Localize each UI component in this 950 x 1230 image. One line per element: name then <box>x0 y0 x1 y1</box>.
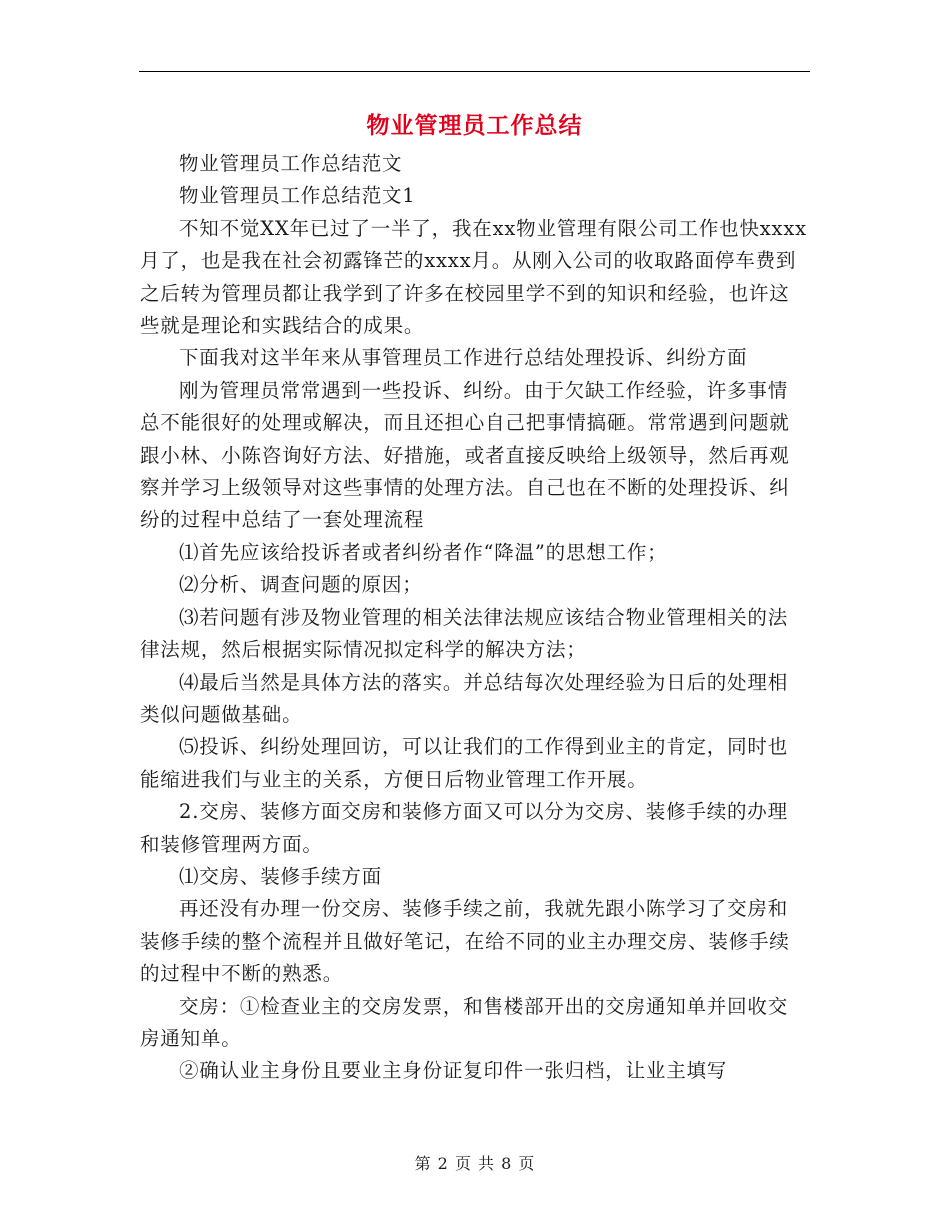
paragraph: 2.交房、装修方面交房和装修方面又可以分为交房、装修手续的办理和装修管理两方面。 <box>140 800 788 856</box>
paragraph: 物业管理员工作总结范文1 <box>179 184 416 208</box>
paragraph: 刚为管理员常常遇到一些投诉、纠纷。由于欠缺工作经验，许多事情总不能很好的处理或解决，而且还担心自己把事情搞砸。常常遇到问题就跟小林、小陈咨询好方法、好措施，或者直接反映给上级领导，然后再观察并学习上级领导对这些事情的处理方法。自己也在不断的处理投诉、纠纷的过程中总结了一套处理流程 <box>140 378 790 532</box>
paragraph: ⑴首先应该给投诉者或者纠纷者作“降温”的思想工作； <box>179 540 668 564</box>
paragraph: ⑵分析、调查问题的原因； <box>179 573 423 597</box>
paragraph: ⑷最后当然是具体方法的落实。并总结每次处理经验为日后的处理相类似问题做基础。 <box>140 670 789 726</box>
paragraph: ②确认业主身份且要业主身份证复印件一张归档，让业主填写 <box>179 1059 728 1083</box>
paragraph: 物业管理员工作总结范文 <box>179 152 403 175</box>
page-number: 第 2 页 共 8 页 <box>414 1154 536 1173</box>
paragraph: ⑴交房、装修手续方面 <box>179 864 383 888</box>
paragraph: ⑶若问题有涉及物业管理的相关法律法规应该结合物业管理相关的法律法规，然后根据实际情况拟定科学的解决方法； <box>140 605 789 662</box>
paragraph: 交房：①检查业主的交房发票，和售楼部开出的交房通知单并回收交房通知单。 <box>140 994 789 1050</box>
paragraph: 下面我对这半年来从事管理员工作进行总结处理投诉、纠纷方面 <box>179 346 748 370</box>
paragraph: ⑸投诉、纠纷处理回访，可以让我们的工作得到业主的肯定，同时也能缩进我们与业主的关系，方便日后物业管理工作开展。 <box>140 735 789 791</box>
header-rule <box>139 71 810 72</box>
document-body <box>140 148 808 1088</box>
paragraph: 不知不觉XX年已过了一半了，我在xx物业管理有限公司工作也快xxxx月了，也是我在社会初露锋芒的xxxx月。从刚入公司的收取路面停车费到之后转为管理员都让我学到了许多在校园里学不到的知识和经验，也许这些就是理论和实践结合的成果。 <box>140 216 807 338</box>
document-title: 物业管理员工作总结 <box>366 112 583 139</box>
paragraph: 再还没有办理一份交房、装修手续之前，我就先跟小陈学习了交房和装修手续的整个流程并且做好笔记，在给不同的业主办理交房、装修手续的过程中不断的熟悉。 <box>140 897 790 986</box>
